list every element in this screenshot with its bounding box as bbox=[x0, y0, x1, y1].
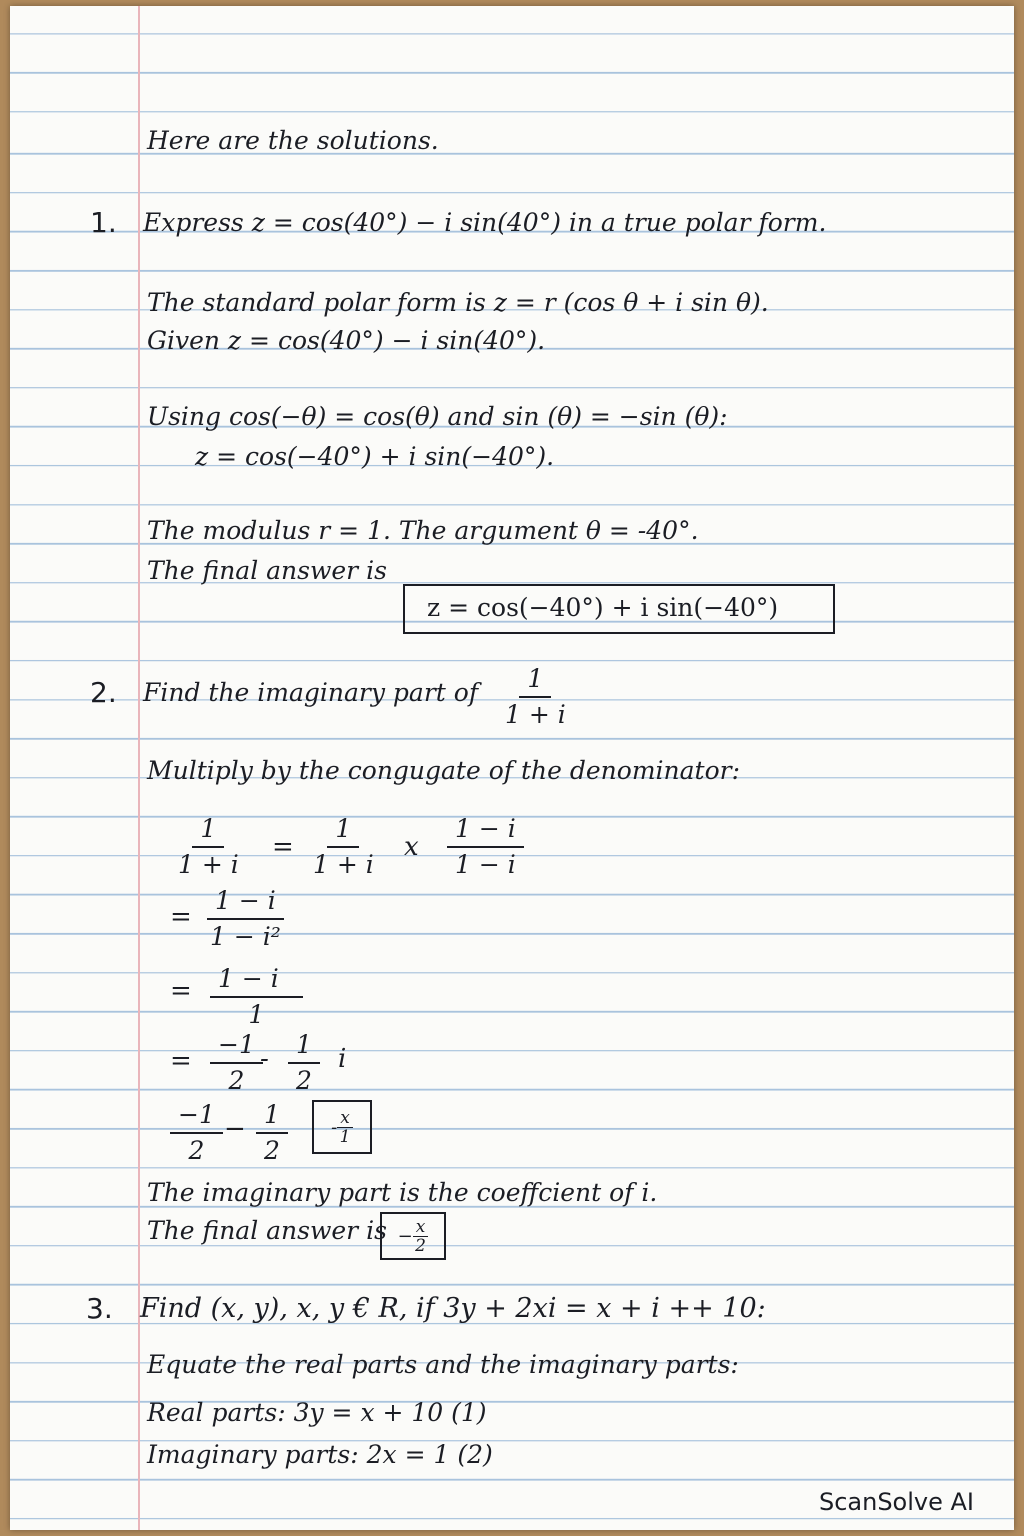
fraction-denominator: 1 + i bbox=[178, 850, 239, 879]
equals-sign: = bbox=[272, 832, 294, 862]
fraction-numerator: −1 bbox=[170, 1100, 223, 1134]
fraction-denominator: 2 bbox=[264, 1136, 280, 1165]
fraction-numerator: 1 bbox=[192, 814, 224, 848]
fraction-numerator: −1 bbox=[210, 1030, 263, 1064]
problem-1-line-3: Using cos(−θ) = cos(θ) and sin (θ) = −sin (θ): bbox=[147, 402, 728, 431]
fraction-denominator: 1 + i bbox=[505, 700, 566, 729]
step-4-fraction-b bbox=[288, 1030, 320, 1096]
problem-2-explanation: The imaginary part is the coeffcient of i. bbox=[147, 1178, 658, 1207]
fraction-denominator: 2 bbox=[415, 1235, 426, 1256]
fraction-numerator: 1 bbox=[327, 814, 359, 848]
step-1-fraction-b bbox=[447, 814, 524, 880]
step-5-box-fraction bbox=[337, 1109, 353, 1146]
equals-sign: = bbox=[170, 1046, 192, 1076]
fraction-denominator: 1 − i bbox=[455, 850, 516, 879]
fraction-denominator: 1 bbox=[248, 1000, 265, 1029]
minus-sign: - bbox=[331, 1116, 338, 1138]
problem-1-number: 1. bbox=[90, 206, 117, 239]
problem-2-statement: Find the imaginary part of bbox=[143, 678, 479, 707]
problem-1-line-2: Given z = cos(40°) − i sin(40°). bbox=[147, 326, 546, 355]
step-3-fraction bbox=[210, 964, 303, 1030]
minus-sign: − bbox=[224, 1114, 246, 1144]
notebook-page bbox=[10, 6, 1014, 1530]
fraction-denominator: 1 + i bbox=[313, 850, 374, 879]
problem-1-answer-box bbox=[403, 584, 835, 634]
problem-2-answer-fraction bbox=[413, 1218, 429, 1255]
fraction-numerator: 1 − i bbox=[447, 814, 524, 848]
fraction-numerator: 1 bbox=[256, 1100, 288, 1134]
imaginary-unit: i bbox=[338, 1044, 347, 1074]
problem-2-fraction bbox=[505, 664, 566, 730]
fraction-denominator: 2 bbox=[228, 1066, 245, 1095]
problem-3-number: 3. bbox=[86, 1292, 113, 1325]
fraction-numerator: 1 − i bbox=[207, 886, 284, 920]
problem-2-final-label: The final answer is bbox=[147, 1216, 387, 1245]
fraction-denominator: 1 bbox=[339, 1126, 351, 1147]
fraction-denominator: 1 − i² bbox=[209, 922, 281, 951]
step-1-lhs-fraction bbox=[178, 814, 239, 880]
fraction-numerator: x bbox=[413, 1218, 429, 1237]
problem-2-method: Multiply by the congugate of the denominator: bbox=[147, 756, 740, 785]
fraction-numerator: 1 bbox=[288, 1030, 320, 1064]
fraction-denominator: 2 bbox=[296, 1066, 312, 1095]
problem-3-line-1: Equate the real parts and the imaginary parts: bbox=[147, 1350, 739, 1379]
fraction-numerator: 1 bbox=[519, 664, 551, 698]
minus-sign: − bbox=[397, 1225, 413, 1247]
problem-2-answer-box bbox=[380, 1212, 446, 1260]
step-5-box bbox=[312, 1100, 372, 1154]
problem-1-line-6: The final answer is bbox=[147, 556, 387, 585]
step-2-fraction bbox=[207, 886, 284, 952]
problem-1-line-1: The standard polar form is z = r (cos θ + i sin θ). bbox=[147, 288, 769, 317]
problem-2-number: 2. bbox=[90, 676, 117, 709]
fraction-denominator: 2 bbox=[188, 1136, 205, 1165]
problem-1-answer: z = cos(−40°) + i sin(−40°) bbox=[427, 593, 779, 622]
step-5-fraction-a bbox=[170, 1100, 223, 1166]
intro-line: Here are the solutions. bbox=[147, 126, 439, 155]
step-1-fraction-a bbox=[313, 814, 374, 880]
fraction-numerator: 1 − i bbox=[210, 964, 303, 998]
step-5-fraction-b bbox=[256, 1100, 288, 1166]
problem-3-line-2: Real parts: 3y = x + 10 (1) bbox=[147, 1398, 487, 1427]
problem-1-statement: Express z = cos(40°) − i sin(40°) in a true polar form. bbox=[143, 208, 827, 237]
equals-sign: = bbox=[170, 976, 192, 1006]
problem-1-line-5: The modulus r = 1. The argument θ = -40°. bbox=[147, 516, 699, 545]
problem-1-line-4: z = cos(−40°) + i sin(−40°). bbox=[195, 442, 555, 471]
brand-label: ScanSolve AI bbox=[818, 1488, 974, 1516]
step-4-fraction-a bbox=[210, 1030, 263, 1096]
minus-sign: - bbox=[260, 1044, 269, 1074]
fraction-numerator: x bbox=[337, 1109, 353, 1128]
times-sign: x bbox=[404, 832, 419, 862]
problem-3-statement: Find (x, y), x, y € R, if 3y + 2xi = x + i ++ 10: bbox=[140, 1293, 766, 1324]
equals-sign: = bbox=[170, 902, 192, 932]
problem-3-line-3: Imaginary parts: 2x = 1 (2) bbox=[147, 1440, 493, 1469]
